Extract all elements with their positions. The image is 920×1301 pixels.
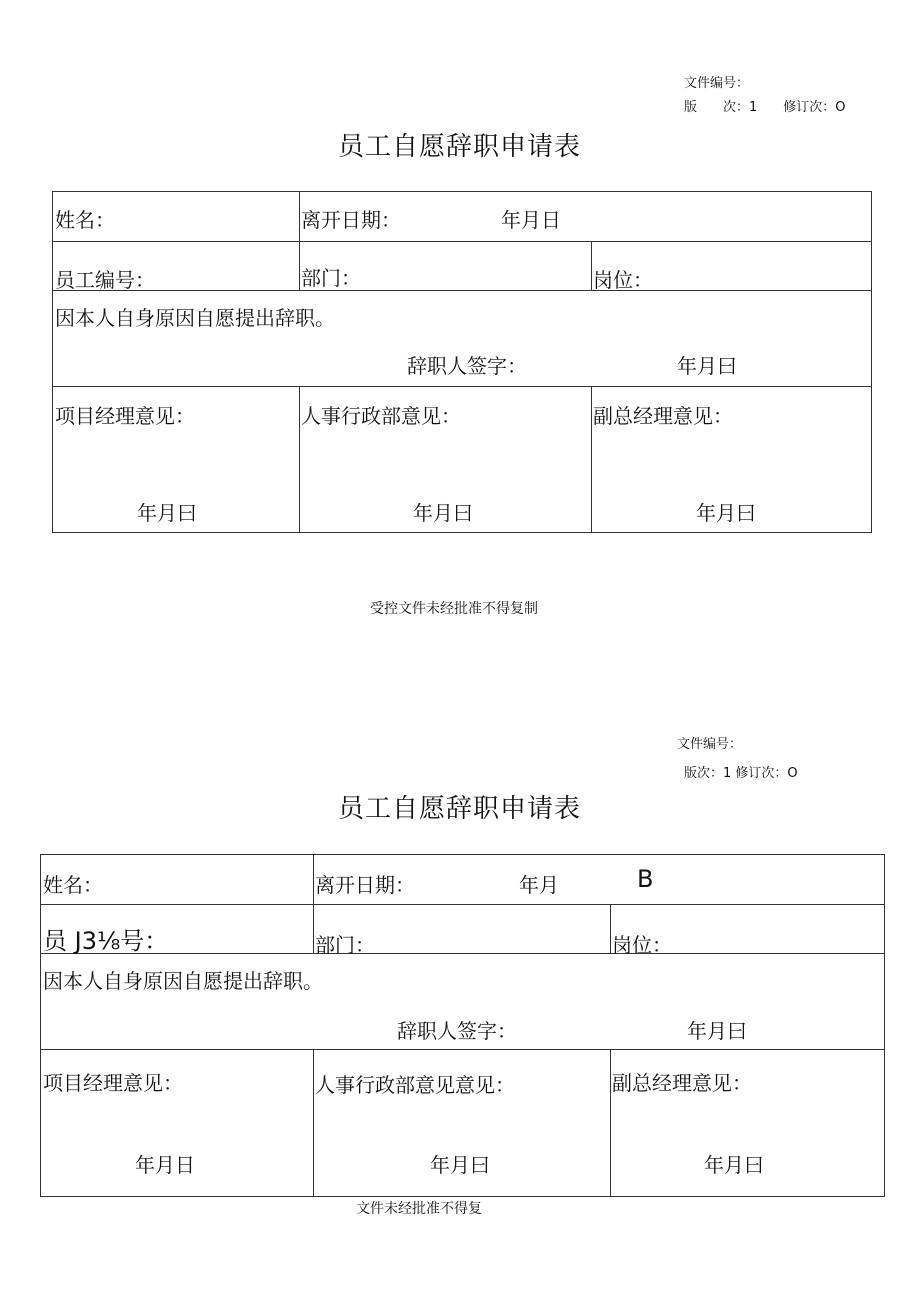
vice-gm-date: 年月曰 bbox=[704, 1153, 764, 1177]
hr-admin-opinion-label: 人事行政部意见： bbox=[301, 404, 461, 428]
project-manager-date: 年月曰 bbox=[137, 501, 197, 525]
project-manager-opinion-label: 项目经理意见： bbox=[55, 404, 195, 428]
signature-label: 辞职人签字： bbox=[397, 1019, 517, 1043]
project-manager-opinion-label: 项目经理意见： bbox=[43, 1071, 183, 1095]
leave-date-label: 离开日期： bbox=[301, 208, 401, 232]
position-label: 岗位： bbox=[612, 933, 672, 957]
col-divider bbox=[313, 855, 314, 953]
leave-date-value: 年月 bbox=[519, 873, 559, 897]
hr-admin-date: 年月曰 bbox=[413, 501, 473, 525]
resignation-form-1 bbox=[52, 191, 872, 533]
name-label: 姓名： bbox=[43, 873, 103, 897]
project-manager-date: 年月日 bbox=[135, 1153, 195, 1177]
vice-gm-date: 年月曰 bbox=[696, 501, 756, 525]
vice-gm-opinion-label: 副总经理意见： bbox=[612, 1071, 752, 1095]
leave-date-extra: B bbox=[637, 865, 654, 893]
row-divider bbox=[53, 290, 872, 291]
form-title-2: 员工自愿辞职申请表 bbox=[338, 794, 582, 824]
version-line: 版次：1 修订次：O bbox=[684, 766, 798, 781]
col-divider bbox=[299, 192, 300, 290]
department-label: 部门： bbox=[301, 266, 361, 290]
leave-date-value: 年月日 bbox=[501, 208, 561, 232]
row-divider bbox=[41, 904, 885, 905]
controlled-document-notice: 文件未经批准不得复 bbox=[356, 1201, 482, 1217]
col-divider bbox=[313, 1049, 314, 1196]
row-divider bbox=[53, 241, 872, 242]
col-divider bbox=[591, 386, 592, 532]
resignation-form-2 bbox=[40, 854, 885, 1197]
col-divider bbox=[299, 386, 300, 532]
row-divider bbox=[41, 1049, 885, 1050]
vice-gm-opinion-label: 副总经理意见： bbox=[593, 404, 733, 428]
employee-number-label: 员 J3⅛号： bbox=[43, 927, 169, 955]
signature-label: 辞职人签字： bbox=[407, 354, 527, 378]
file-number-label: 文件编号： bbox=[684, 76, 750, 91]
form-title-1: 员工自愿辞职申请表 bbox=[338, 132, 582, 162]
hr-admin-opinion-label: 人事行政部意见意见： bbox=[315, 1073, 515, 1097]
file-number-label: 文件编号： bbox=[677, 737, 743, 752]
department-label: 部门： bbox=[315, 933, 375, 957]
col-divider bbox=[610, 904, 611, 953]
resignation-reason: 因本人自身原因自愿提出辞职。 bbox=[43, 969, 323, 993]
version-line: 版 次：1 修订次：O bbox=[684, 100, 846, 115]
signature-date: 年月曰 bbox=[687, 1019, 747, 1043]
employee-number-label: 员工编号： bbox=[55, 268, 155, 292]
leave-date-label: 离开日期： bbox=[315, 873, 415, 897]
controlled-document-notice: 受控文件未经批准不得复制 bbox=[370, 601, 538, 617]
hr-admin-date: 年月曰 bbox=[430, 1153, 490, 1177]
row-divider bbox=[53, 386, 872, 387]
position-label: 岗位： bbox=[593, 268, 653, 292]
signature-date: 年月曰 bbox=[677, 354, 737, 378]
name-label: 姓名： bbox=[55, 208, 115, 232]
resignation-reason: 因本人自身原因自愿提出辞职。 bbox=[55, 306, 335, 330]
col-divider bbox=[610, 1049, 611, 1196]
col-divider bbox=[591, 241, 592, 290]
